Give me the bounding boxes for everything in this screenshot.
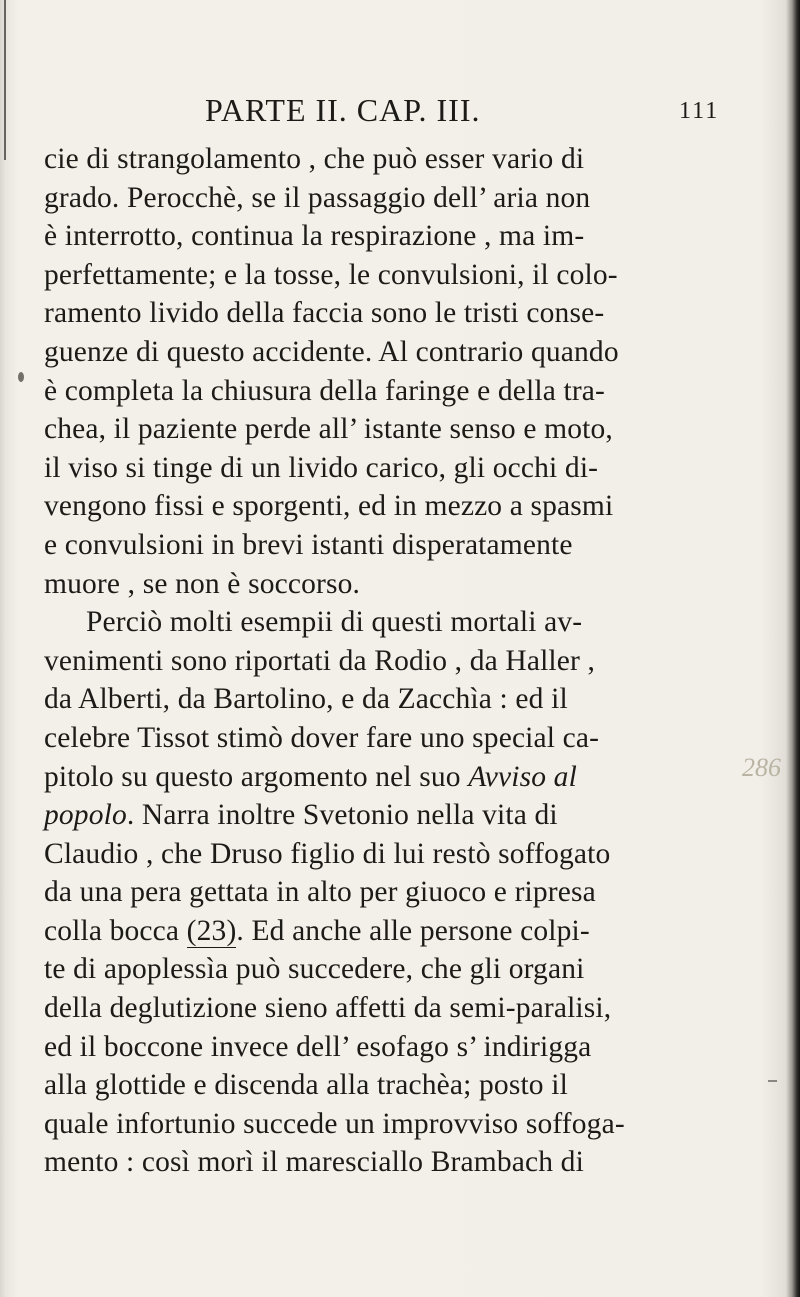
text-line: ed il boccone invece dell’ esofago s’ indirigga bbox=[44, 1030, 592, 1063]
ink-speck bbox=[18, 372, 24, 382]
text-line: guenze di questo accidente. Al contrario quando bbox=[44, 335, 619, 368]
running-head bbox=[205, 92, 765, 132]
text-line: te di apoplessìa può succedere, che gli organi bbox=[44, 953, 585, 986]
text-line: da Alberti, da Bartolino, e da Zacchìa : ed il bbox=[44, 683, 568, 716]
text-line: chea, il paziente perde all’ istante senso e moto, bbox=[44, 413, 613, 446]
page-edge-shadow bbox=[786, 0, 800, 1297]
text-line: alla glottide e discenda alla trachèa; posto il bbox=[44, 1069, 568, 1102]
text-line: vengono fissi e sporgenti, ed in mezzo a spasmi bbox=[44, 490, 614, 523]
text-line: celebre Tissot stimò dover fare uno special ca- bbox=[44, 721, 600, 754]
text-line: è completa la chiusura della faringe e della tra- bbox=[44, 374, 606, 407]
chapter-heading: PARTE II. CAP. III. bbox=[205, 92, 481, 128]
text-line: da una pera gettata in alto per giuoco e ripresa bbox=[44, 876, 596, 909]
text-segment: . Ed anche alle persone colpi- bbox=[236, 914, 590, 947]
body-text bbox=[44, 140, 769, 1182]
text-line: perfettamente; e la tosse, le convulsioni, il colo- bbox=[44, 258, 618, 291]
italic-title: popolo bbox=[44, 799, 127, 832]
footnote-reference: (23) bbox=[186, 914, 237, 947]
text-line: della deglutizione sieno affetti da semi-paralisi, bbox=[44, 992, 612, 1025]
handwritten-margin-number: 286 bbox=[742, 753, 781, 782]
text-segment: Perciò molti esempii di questi mortali av- bbox=[86, 606, 583, 639]
text-segment: pitolo su questo argomento nel suo bbox=[44, 760, 461, 793]
text-line: Claudio , che Druso figlio di lui restò soffogato bbox=[44, 837, 611, 870]
binding-edge-rule bbox=[4, 0, 6, 160]
text-line: ramento livido della faccia sono le tristi conse- bbox=[44, 297, 605, 330]
text-line: mento : così morì il maresciallo Brambach di bbox=[44, 1146, 584, 1179]
text-line bbox=[44, 796, 769, 835]
text-line: venimenti sono riportati da Rodio , da Haller , bbox=[44, 644, 596, 677]
text-segment: colla bocca bbox=[44, 914, 180, 947]
text-line: grado. Perocchè, se il passaggio dell’ aria non bbox=[44, 181, 591, 214]
text-segment: Narra inoltre Svetonio nella vita di bbox=[141, 799, 558, 832]
text-line: muore , se non è soccorso. bbox=[44, 567, 361, 600]
page-number: 111 bbox=[679, 98, 720, 124]
italic-title: Avviso al bbox=[468, 760, 577, 793]
text-line: è interrotto, continua la respirazione , ma im- bbox=[44, 220, 585, 253]
text-line: il viso si tinge di un livido carico, gli occhi di- bbox=[44, 451, 599, 484]
text-line bbox=[44, 758, 769, 797]
margin-dash bbox=[768, 1080, 777, 1082]
text-line: quale infortunio succede un improvviso soffoga- bbox=[44, 1107, 625, 1140]
text-line bbox=[44, 912, 769, 951]
text-line: e convulsioni in brevi istanti disperatamente bbox=[44, 528, 573, 561]
text-line: cie di strangolamento , che può esser vario di bbox=[44, 143, 585, 175]
text-segment: . bbox=[126, 799, 135, 832]
paragraph-start-line bbox=[44, 603, 769, 642]
